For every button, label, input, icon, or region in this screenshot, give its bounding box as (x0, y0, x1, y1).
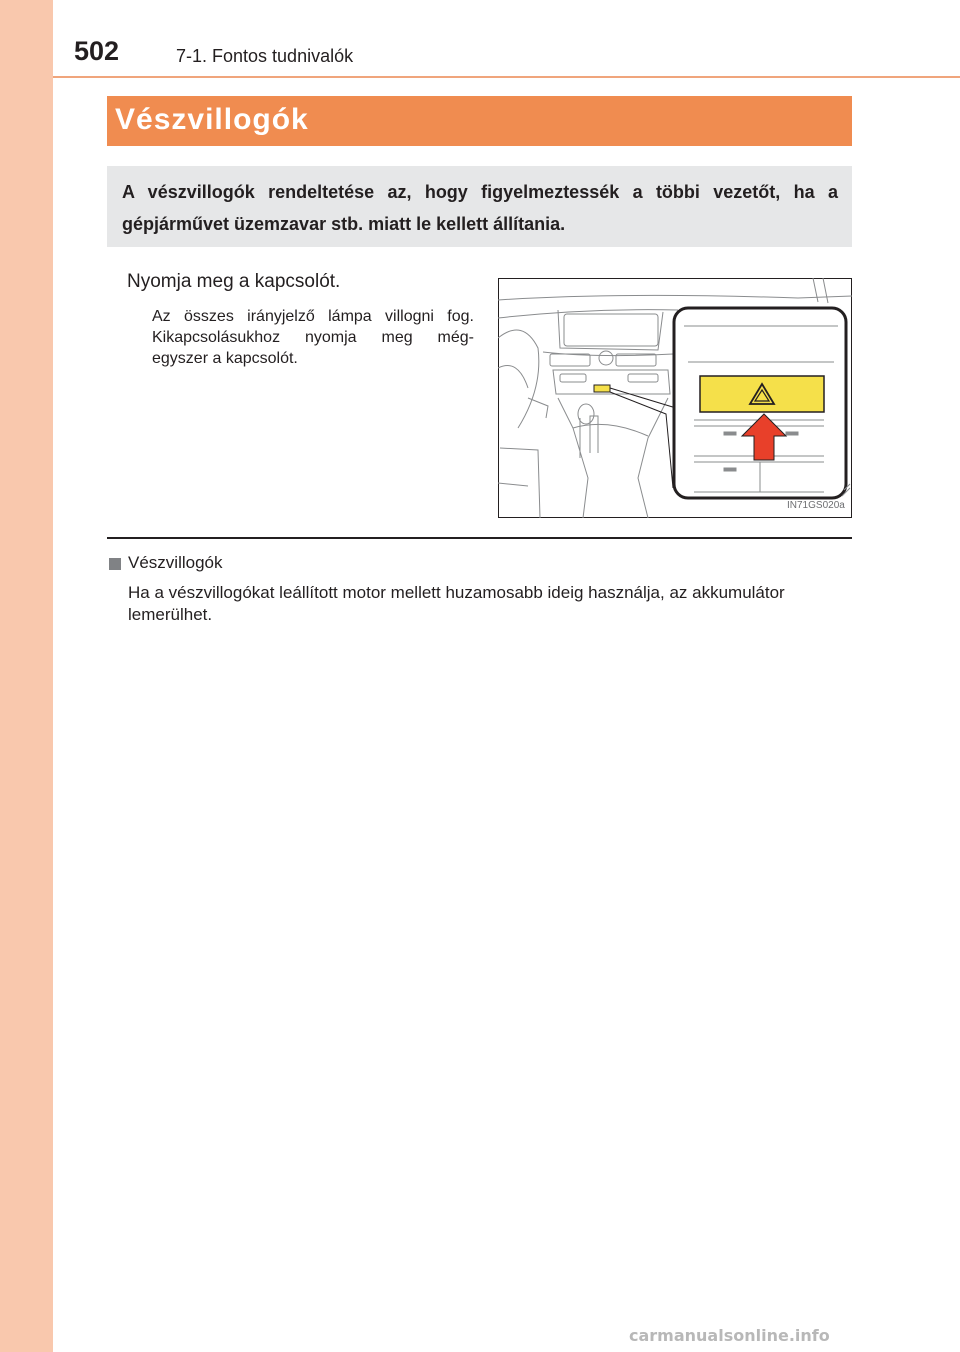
section-divider (107, 537, 852, 539)
figure-code: IN71GS020a (787, 500, 845, 511)
step-note-line: Kikapcsolásukhoz nyomja meg még- (152, 329, 474, 346)
step-note-line: egyszer a kapcsolót. (152, 350, 298, 367)
page-number: 502 (74, 36, 120, 66)
watermark: carmanualsonline.info (629, 1326, 830, 1345)
note-text: Ha a vészvillogókat leállított motor mellett huzamosabb ideig használja, az akkumulátor lemerülhet. (128, 583, 785, 624)
intro-text: A vészvillogók rendeltetése az, hogy figyelmeztessék a többi vezetőt, ha a gépjárművet üzemzavar stb. miatt le kellett állítania. (122, 182, 838, 234)
header-rule (53, 76, 960, 78)
square-bullet-icon (109, 558, 121, 570)
chapter-title: 7-1. Fontos tudnivalók (176, 46, 354, 66)
section-title: Vészvillogók (115, 103, 309, 136)
hazard-switch-illustration (498, 278, 852, 518)
step-note-line: Az összes irányjelző lámpa villogni fog. (152, 308, 474, 325)
step-instruction: Nyomja meg a kapcsolót. (127, 271, 341, 292)
step-note (152, 306, 474, 369)
side-strip (0, 0, 53, 1352)
note-title: Vészvillogók (128, 553, 223, 572)
